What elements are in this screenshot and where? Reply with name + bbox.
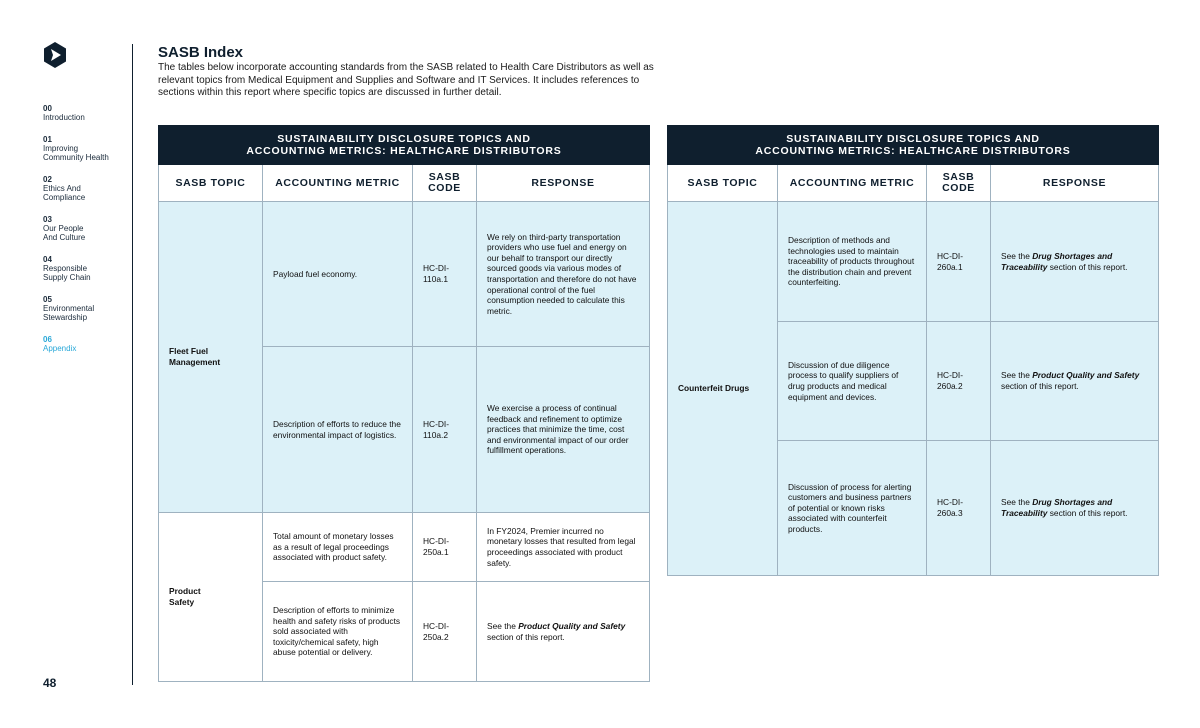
nav-item-community-health[interactable] (43, 135, 127, 162)
section-reference: Product Quality and Safety (518, 620, 626, 631)
nav-item-label: Our People And Culture (43, 224, 86, 242)
section-reference: Drug Shortages and Traceability (1001, 250, 1113, 272)
nav-item-number: 02 (43, 175, 52, 184)
nav-item-label: Environmental Stewardship (43, 304, 95, 322)
column-header-response: RESPONSE (477, 165, 650, 202)
sasb-table-counterfeit-drugs (667, 125, 1159, 576)
response-text: section of this report. (1047, 261, 1128, 272)
column-header-response: RESPONSE (991, 165, 1159, 202)
metric-cell: Description of efforts to minimize health and safety risks of products sold associated with toxicity/chemical safety, high abuse potential or delivery. (263, 582, 413, 682)
nav-item-label: Appendix (43, 344, 77, 353)
section-reference: Product Quality and Safety (1032, 370, 1140, 381)
topic-cell: Fleet Fuel Management (159, 202, 263, 513)
nav-item-number: 06 (43, 335, 52, 344)
code-cell: HC-DI- 260a.2 (927, 322, 991, 441)
response-text: See the (1001, 370, 1033, 381)
metric-cell: Discussion of process for alerting customers and business partners of potential or known risks associated with counterfeit products. (778, 441, 927, 576)
response-text: section of this report. (487, 631, 565, 642)
response-text: See the (1001, 497, 1033, 508)
response-cell: We rely on third-party transportation providers who use fuel and energy on our behalf to transport our directly sourced goods via various modes of transportation and therefore do not have operational control of the fuel consumption needed to calculate this metric. (477, 202, 650, 347)
table-banner-text: SUSTAINABILITY DISCLOSURE TOPICS AND ACCOUNTING METRICS: HEALTHCARE DISTRIBUTORS (755, 133, 1071, 157)
nav-item-ethics[interactable] (43, 175, 127, 202)
column-header-topic: SASB TOPIC (668, 165, 778, 202)
page-number: 48 (43, 676, 57, 690)
code-cell: HC-DI- 110a.1 (413, 202, 477, 347)
nav-item-label: Ethics And Compliance (43, 184, 86, 202)
intro-paragraph: The tables below incorporate accounting standards from the SASB related to Health Care Distributors as well as relevant topics from Medical Equipment and Supplies and Software and IT Services. It includes references to sections within this report where specific topics are discussed in further detail. (158, 62, 654, 98)
table-banner (159, 126, 650, 165)
code-cell: HC-DI- 110a.2 (413, 347, 477, 513)
table-banner (668, 126, 1159, 165)
table-banner-text: SUSTAINABILITY DISCLOSURE TOPICS AND ACCOUNTING METRICS: HEALTHCARE DISTRIBUTORS (246, 133, 562, 157)
nav-item-introduction[interactable] (43, 104, 127, 122)
response-cell: In FY2024, Premier incurred no monetary losses that resulted from legal proceedings associated with product safety. (477, 513, 650, 582)
company-logo (42, 41, 68, 69)
section-nav (43, 104, 127, 366)
nav-item-number: 04 (43, 255, 52, 264)
sasb-table-healthcare-distributors (158, 125, 650, 682)
metric-cell: Discussion of due diligence process to qualify suppliers of drug products and medical equipment and devices. (778, 322, 927, 441)
nav-item-label: Responsible Supply Chain (43, 264, 91, 282)
column-header-topic: SASB TOPIC (159, 165, 263, 202)
nav-item-number: 00 (43, 104, 52, 113)
column-header-metric: ACCOUNTING METRIC (263, 165, 413, 202)
response-cell (991, 202, 1159, 322)
response-cell (991, 322, 1159, 441)
metric-cell: Description of efforts to reduce the environmental impact of logistics. (263, 347, 413, 513)
metric-cell: Total amount of monetary losses as a result of legal proceedings associated with product safety. (263, 513, 413, 582)
nav-item-appendix[interactable] (43, 335, 127, 353)
nav-item-label: Improving Community Health (43, 144, 109, 162)
topic-cell: Product Safety (159, 513, 263, 682)
nav-item-label: Introduction (43, 113, 85, 122)
column-header-metric: ACCOUNTING METRIC (778, 165, 927, 202)
response-text: section of this report. (1047, 508, 1128, 518)
code-cell: HC-DI- 250a.2 (413, 582, 477, 682)
nav-item-supply-chain[interactable] (43, 255, 127, 282)
metric-cell: Description of methods and technologies used to maintain traceability of products throughout the distribution chain and prevent counterfeiting. (778, 202, 927, 322)
code-cell: HC-DI- 250a.1 (413, 513, 477, 582)
response-cell (991, 441, 1159, 576)
code-cell: HC-DI- 260a.1 (927, 202, 991, 322)
nav-item-number: 05 (43, 295, 52, 304)
response-cell (477, 582, 650, 682)
metric-cell: Payload fuel economy. (263, 202, 413, 347)
page-title: SASB Index (158, 44, 244, 61)
nav-item-environmental[interactable] (43, 295, 127, 322)
response-text: See the (1001, 250, 1033, 261)
response-cell: We exercise a process of continual feedback and refinement to optimize practices that minimize the time, cost and environmental impact of our order fulfillment operations. (477, 347, 650, 513)
table-row (668, 202, 1159, 322)
topic-cell: Counterfeit Drugs (668, 202, 778, 576)
section-reference: Drug Shortages and Traceability (1001, 497, 1113, 518)
nav-item-people[interactable] (43, 215, 127, 242)
response-text: section of this report. (1001, 381, 1079, 391)
vertical-divider (132, 44, 133, 685)
nav-item-number: 01 (43, 135, 52, 144)
nav-item-number: 03 (43, 215, 52, 224)
response-text: See the (487, 620, 519, 631)
column-header-code: SASB CODE (413, 165, 477, 202)
column-header-code: SASB CODE (927, 165, 991, 202)
code-cell: HC-DI- 260a.3 (927, 441, 991, 576)
table-row (159, 513, 650, 582)
table-row (159, 202, 650, 347)
